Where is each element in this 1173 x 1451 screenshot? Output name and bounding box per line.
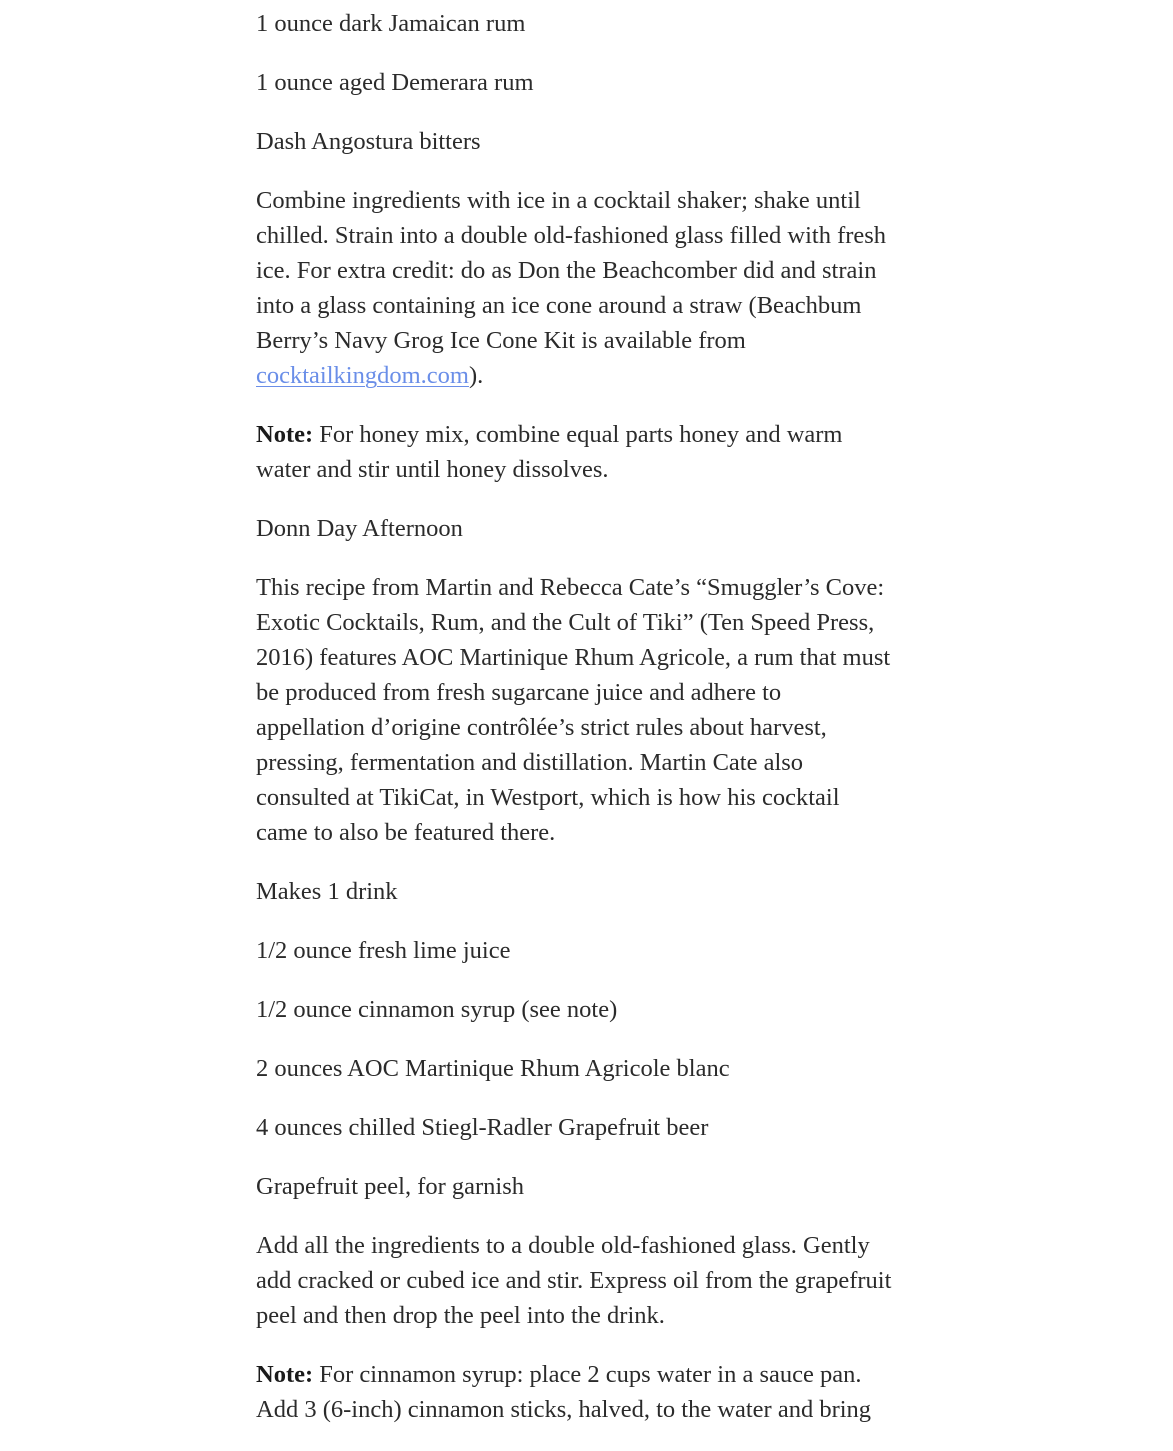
cocktailkingdom-link[interactable]: cocktailkingdom.com <box>256 362 469 389</box>
ingredient-line: Dash Angostura bitters <box>256 128 481 155</box>
recipe-title: Donn Day Afternoon <box>256 515 463 542</box>
note-label: Note: <box>256 421 314 448</box>
ingredient-line: 4 ounces chilled Stiegl-Radler Grapefruit beer <box>256 1114 709 1141</box>
ingredient-line: 2 ounces AOC Martinique Rhum Agricole blanc <box>256 1055 730 1082</box>
note-label: Note: <box>256 1361 314 1388</box>
recipe-directions: Add all the ingredients to a double old-fashioned glass. Gently add cracked or cubed ice and stir. Express oil from the grapefruit peel and then drop the peel into the drink. <box>256 1232 892 1329</box>
recipe-yield: Makes 1 drink <box>256 878 398 905</box>
ingredient-line: 1/2 ounce cinnamon syrup (see note) <box>256 996 618 1023</box>
ingredient-line: 1/2 ounce fresh lime juice <box>256 937 511 964</box>
recipe-intro: This recipe from Martin and Rebecca Cate’s “Smuggler’s Cove: Exotic Cocktails, Rum, and the Cult of Tiki” (Ten Speed Press, 2016) features AOC Martinique Rhum Agricole, a rum that must be produced from fresh sugarcane juice and adhere to appellation d’origine contrôlée’s strict rules about harvest, pressing, fermentation and distillation. Martin Cate also consulted at TikiCat, in Westport, which is how his cocktail came to also be featured there. <box>256 574 891 846</box>
note-text: For cinnamon syrup: place 2 cups water in a sauce pan. Add 3 (6-inch) cinnamon sticks, halved, to the water and bring <box>256 1361 872 1423</box>
directions-text-end: ). <box>468 362 484 389</box>
article-body <box>256 6 896 1451</box>
note-text: For honey mix, combine equal parts honey and warm water and stir until honey dissolves. <box>256 421 843 483</box>
note-paragraph <box>256 1357 896 1427</box>
ingredient-line: 1 ounce dark Jamaican rum <box>256 10 526 37</box>
ingredient-line: Grapefruit peel, for garnish <box>256 1173 525 1200</box>
directions-text: Combine ingredients with ice in a cocktail shaker; shake until chilled. Strain into a double old-fashioned glass filled with fresh ice. For extra credit: do as Don the Beachcomber did and strain into a glass containing an ice cone around a straw (Beachbum Berry’s Navy Grog Ice Cone Kit is available from <box>256 187 887 354</box>
ingredient-line: 1 ounce aged Demerara rum <box>256 69 534 96</box>
directions-paragraph <box>256 183 896 393</box>
note-paragraph <box>256 417 896 487</box>
